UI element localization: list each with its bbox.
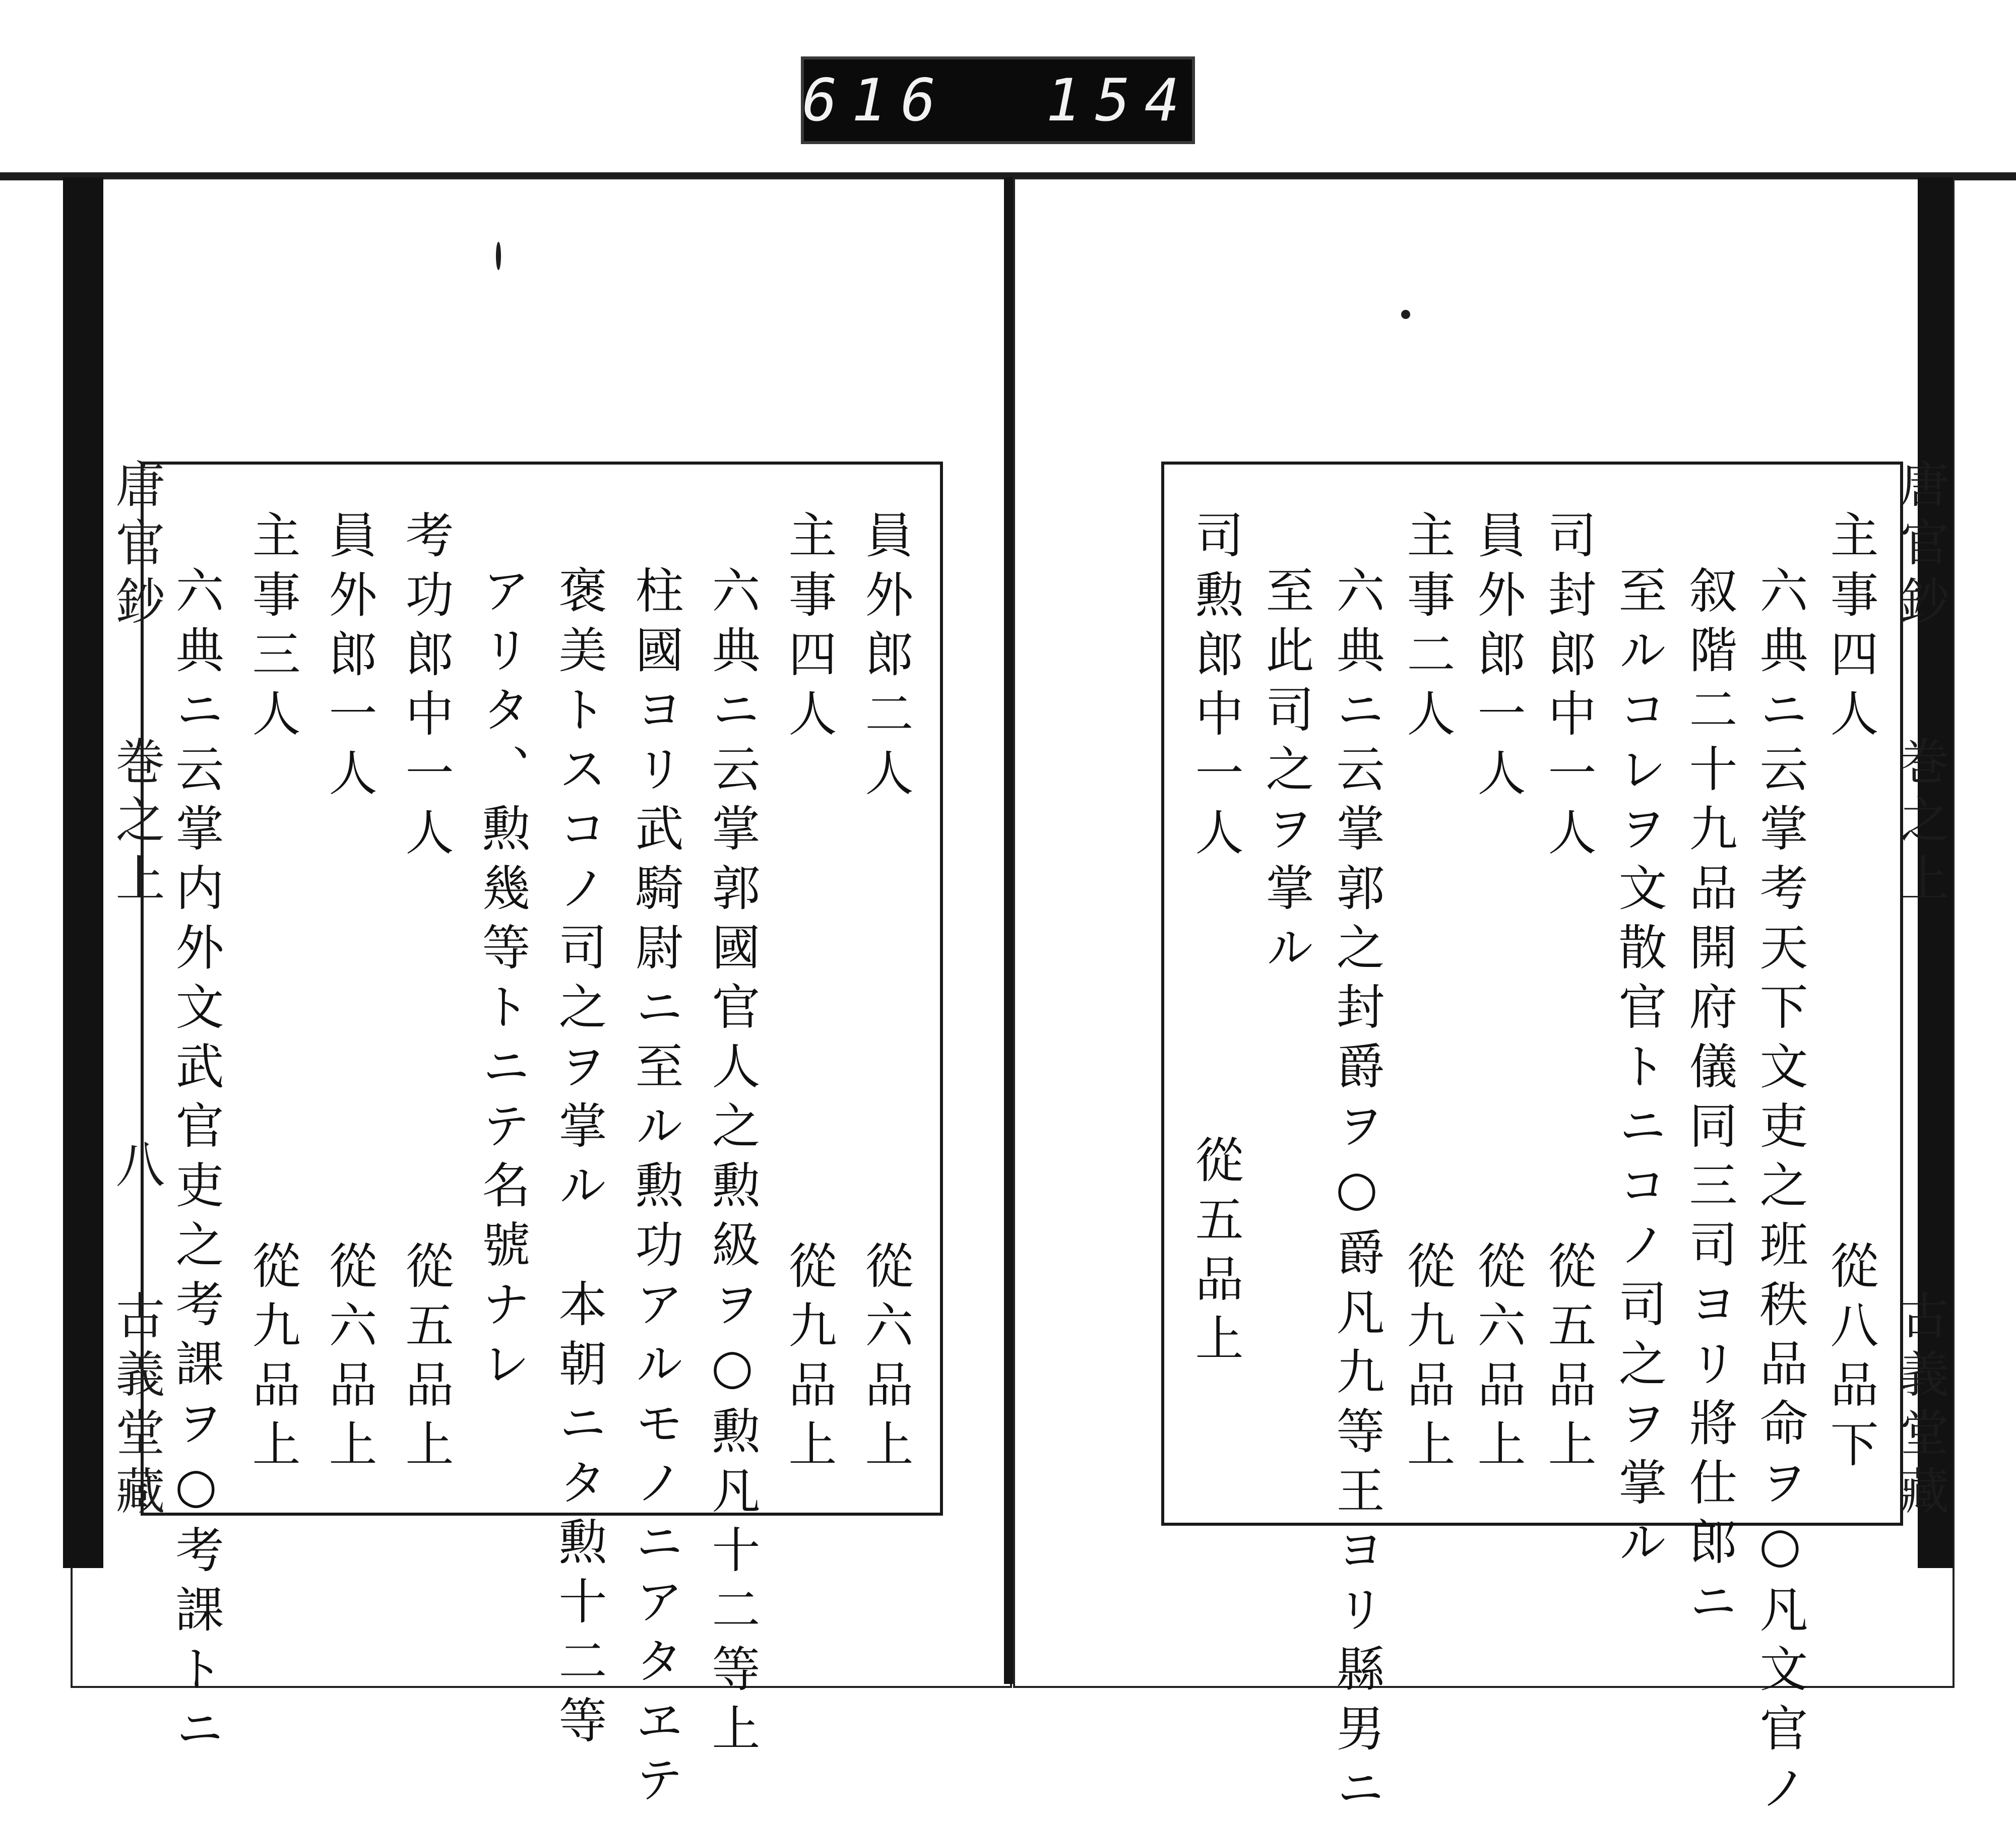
right-col-10: 司勲郎中一人 [1187,510,1244,867]
catalog-label [804,59,1192,141]
catalog-number-right: 154 [1046,66,1194,135]
left-col-1: 員外郎二人 [857,510,914,807]
ink-speck [1401,310,1410,319]
left-binding-strip [63,177,103,1568]
right-text-frame: 主事四人 從八品下 六典ニ云掌考天下文吏之班秩品命ヲ○凡文官ノ 叙階二十九品開府儀同三司ヨリ將仕郎ニ 至ルコレヲ文散官トニコノ司之ヲ掌ル 司封郎中一人 從五品上 員外郎一人 從六品上 主事二人 從九品上 六典ニ云掌郭之封爵ヲ○爵凡九等王ヨリ縣男ニ 至此司之ヲ掌ル 司勲郎中一人 從五品上 [1161,462,1903,1526]
left-text-frame: 員外郎二人 從六品上 主事四人 從九品上 六典ニ云掌郭國官人之勲級ヲ○勲凡十二等上 柱國ヨリ武騎尉ニ至ル勲功アルモノニアタヱテ 褒美トスコノ司之ヲ掌ル 本朝ニタ勲十二等 アリタ、勲幾等トニテ名號ナレ 考功郎中一人 從五品上 員外郎一人 從六品上 主事三人 從九品上 六典ニ云掌内外文武官吏之考課ヲ○考課トニ [141,462,943,1516]
right-side-collection: 古義堂藏 [1892,1290,1949,1524]
left-col-10: 六典ニ云掌内外文武官吏之考課ヲ○考課トニ [168,565,224,1763]
catalog-number-left: 616 [802,66,950,135]
right-col-9: 至此司之ヲ掌ル [1258,565,1314,982]
left-side-title: 唐官鈔 [107,459,165,634]
left-col-4: 柱國ヨリ武騎尉ニ至ル勲功アルモノニアタヱテ [627,565,684,1814]
left-side-collection: 古義堂藏 [107,1290,165,1524]
right-col-7: 主事二人 [1399,510,1456,748]
left-folio: 八 [107,1139,165,1197]
left-col-3: 六典ニ云掌郭國官人之勲級ヲ○勲凡十二等上 [704,565,761,1763]
right-col-6: 員外郎一人 [1470,510,1526,807]
ink-speck [496,242,501,270]
center-spine [1004,177,1013,1684]
left-col-5: 褒美トスコノ司之ヲ掌ル 本朝ニタ勲十二等 [551,565,607,1754]
right-col-3: 叙階二十九品開府儀同三司ヨリ將仕郎ニ [1681,565,1738,1636]
left-col-2: 主事四人 [781,510,837,748]
right-col-5: 司封郎中一人 [1540,510,1597,867]
right-side-volume: 巻之上 [1892,736,1949,911]
left-col-8: 員外郎一人 [321,510,377,807]
left-side-volume: 巻之上 [107,736,165,911]
right-col-4: 至ルコレヲ文散官トニコノ司之ヲ掌ル [1611,565,1667,1576]
left-page [71,177,1012,1814]
right-col-8: 六典ニ云掌郭之封爵ヲ○爵凡九等王ヨリ縣男ニ [1329,565,1385,1822]
right-col-1: 主事四人 [1822,510,1879,748]
right-side-title: 唐官鈔 [1892,459,1949,634]
right-page [1013,177,1955,1822]
left-col-9: 主事三人 [244,510,301,748]
right-col-2: 六典ニ云掌考天下文吏之班秩品命ヲ○凡文官ノ [1752,565,1808,1822]
left-col-7: 考功郎中一人 [398,510,454,867]
left-col-6: アリタ、勲幾等トニテ名號ナレ [474,565,531,1398]
